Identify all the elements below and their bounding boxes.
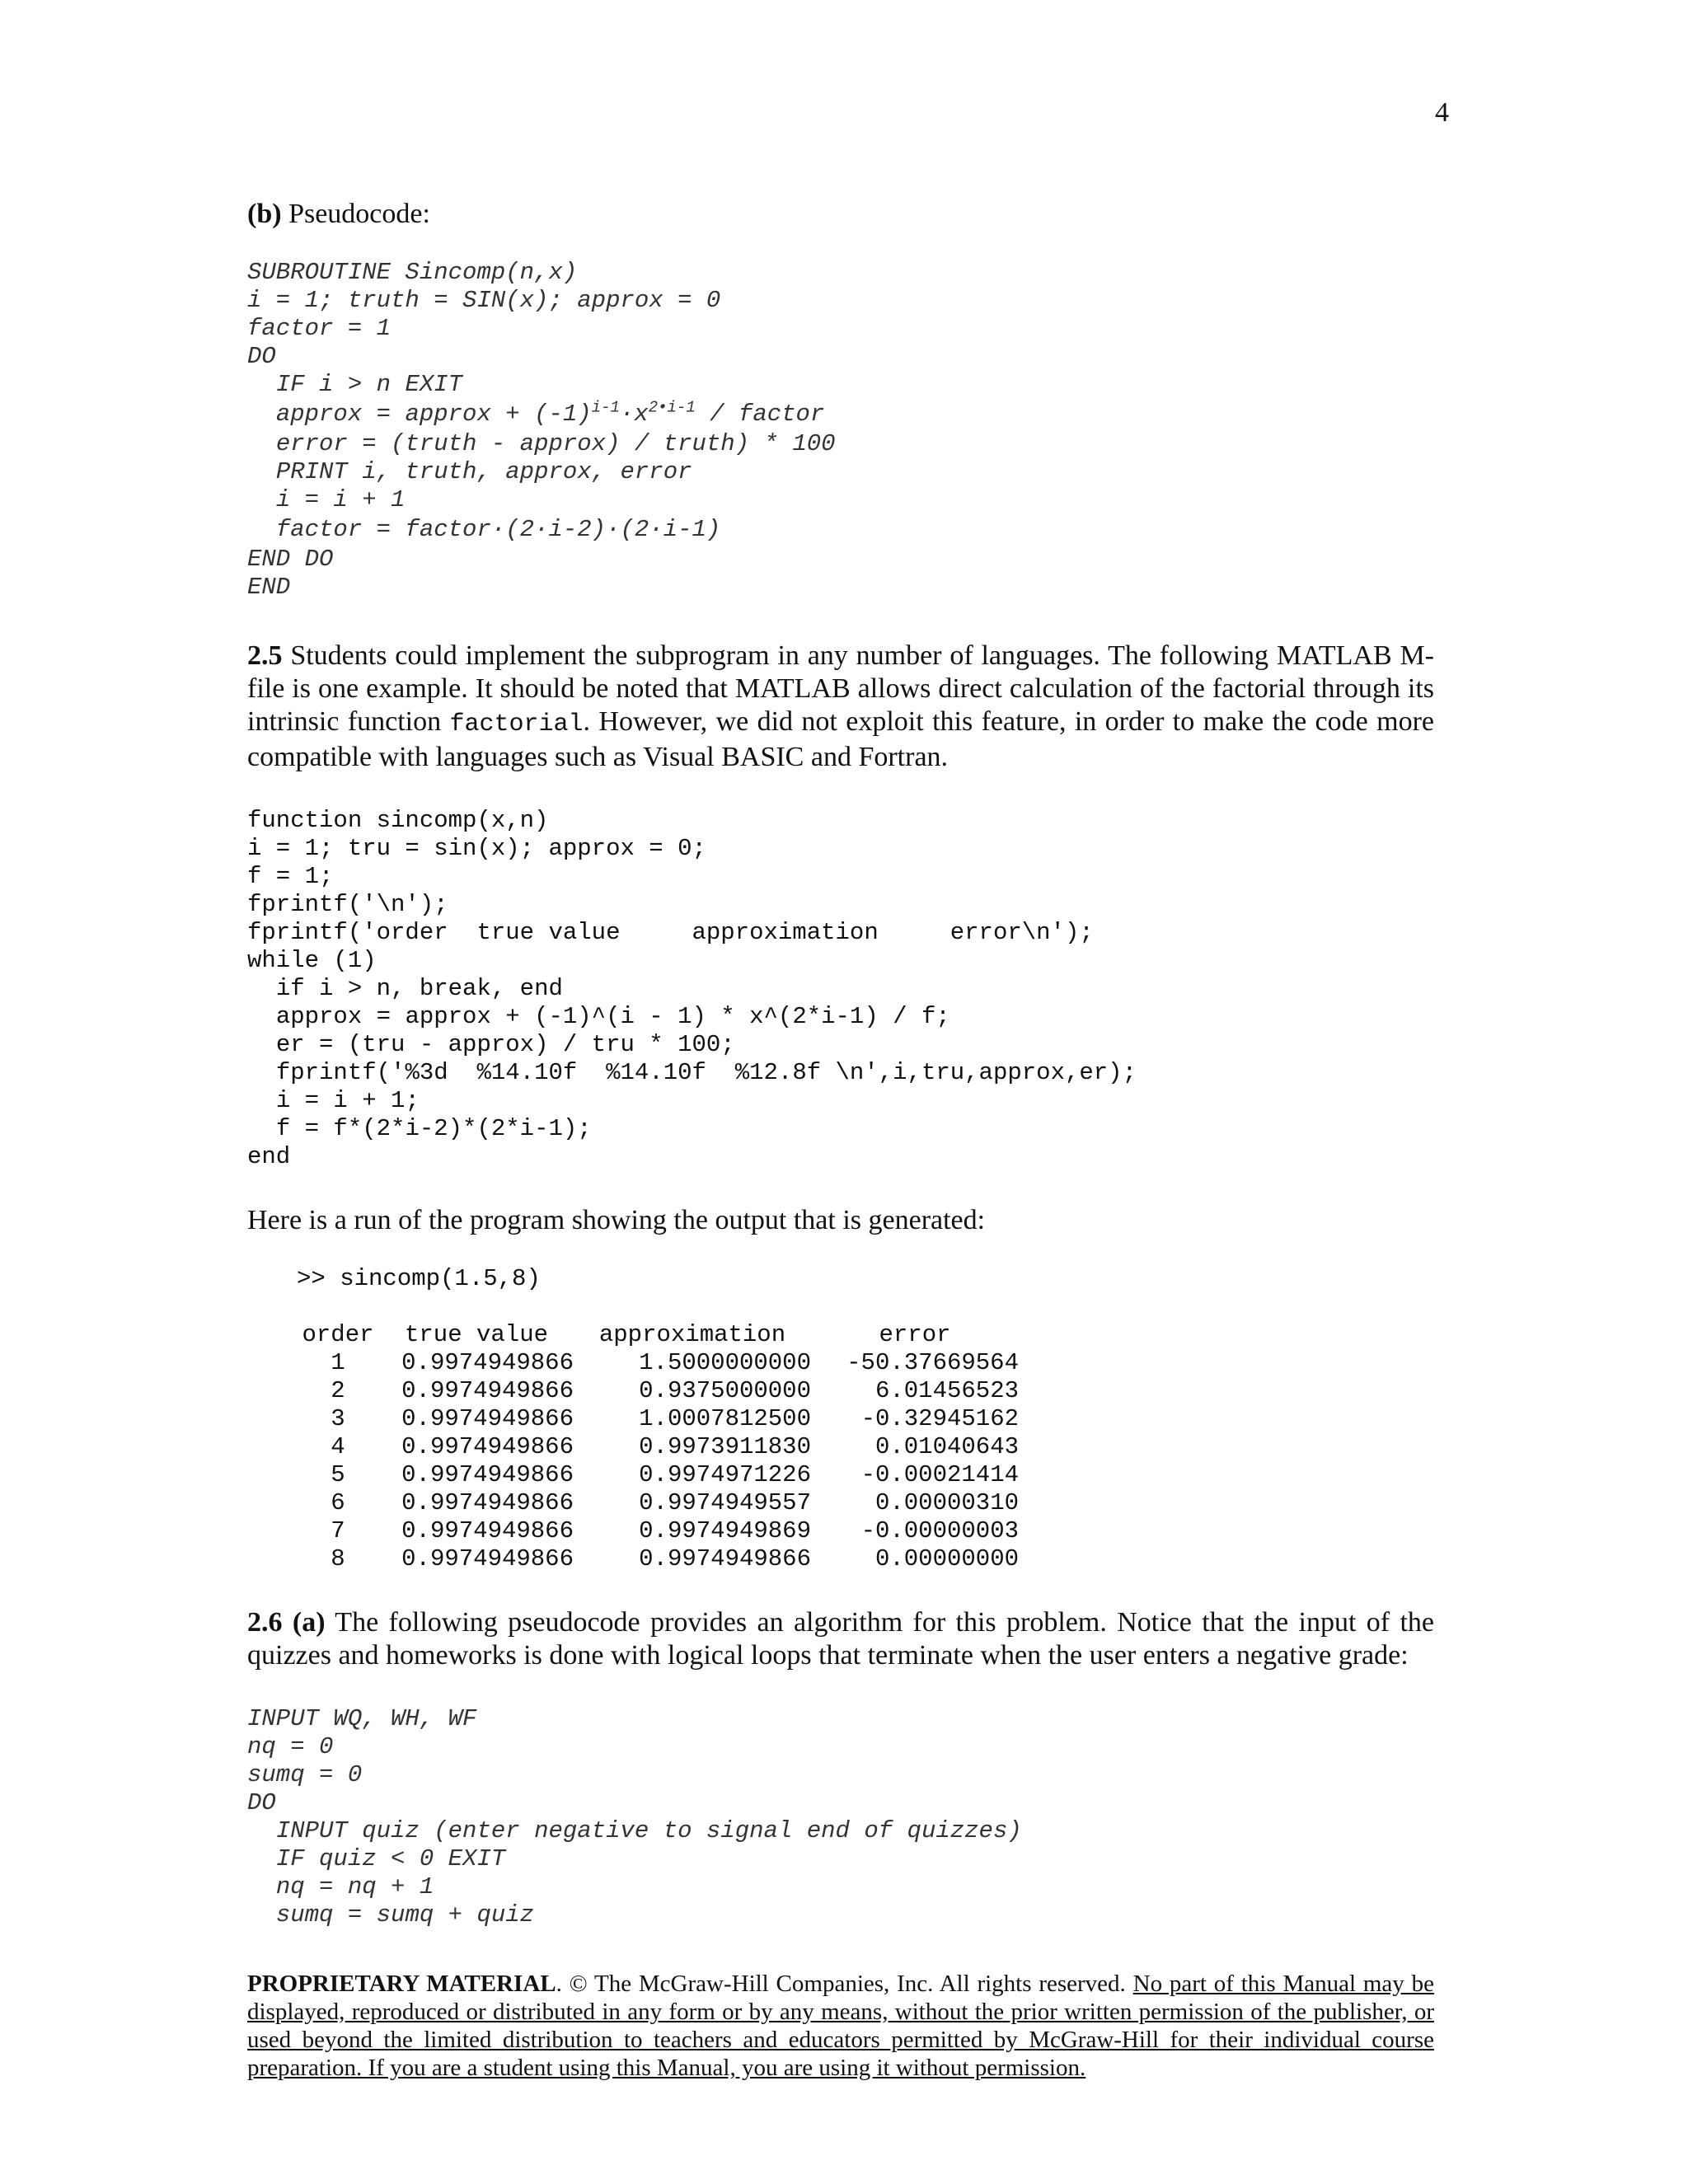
code-line: fprintf('\n');: [247, 891, 448, 918]
code-line: if i > n, break, end: [275, 975, 563, 1002]
pseudocode-sincomp: [247, 259, 1434, 602]
footer-permission-notice: No part of this Manual may be displayed, reproduced or distributed in any form or by any means, without the prior written permission of the publisher, or used beyond the limited distribution to teachers and educators permitted by McGraw-Hill for their individual course preparation. If you are a student using this Manual, you are using it without permission.: [247, 1971, 1434, 2081]
header-order: order: [302, 1321, 374, 1348]
code-line: PRINT i, truth, approx, error: [275, 458, 692, 485]
table-row: 7 0.9974949866 0.9974949869 -0.00000003: [331, 1517, 1019, 1544]
section-2-5-paragraph: 2.5 Students could implement the subprogram in any number of languages. The following MATLAB M-file is one example. It should be noted that MATLAB allows direct calculation of the factorial through its intrinsic function factorial. However, we did not exploit this feature, in order to make the code more compatible with languages such as Visual BASIC and Fortran.: [247, 640, 1434, 772]
inline-code-factorial: factorial: [449, 710, 584, 738]
code-line: end: [247, 1143, 291, 1170]
section-number: 2.5: [247, 640, 283, 671]
pseudocode-grades: [247, 1705, 1434, 1929]
code-line: END DO: [247, 546, 334, 573]
table-row: 3 0.9974949866 1.0007812500 -0.32945162: [331, 1405, 1019, 1432]
table-row: 8 0.9974949866 0.9974949866 0.00000000: [331, 1545, 1019, 1572]
code-line: i = 1; tru = sin(x); approx = 0;: [247, 835, 706, 862]
code-line: error = (truth - approx) / truth) * 100: [275, 430, 836, 457]
output-table: [297, 1321, 1019, 1573]
code-line: DO: [247, 343, 276, 370]
matlab-code-sincomp: [247, 807, 1434, 1171]
code-line: nq = nq + 1: [275, 1873, 434, 1900]
code-line: er = (tru - approx) / tru * 100;: [275, 1031, 735, 1058]
table-row: 5 0.9974949866 0.9974971226 -0.00021414: [331, 1461, 1019, 1488]
code-line: fprintf('%3d %14.10f %14.10f %12.8f \n',i,tru,approx,er);: [275, 1059, 1137, 1086]
code-line: fprintf('order true value approximation error\n');: [247, 919, 1094, 946]
code-line: approx = approx + $(-1)^{i-1}\cdot x^{2•i-1}$ / factor: [275, 398, 825, 428]
table-header-row: [297, 1321, 1019, 1349]
code-line: function sincomp(x,n): [247, 807, 549, 834]
code-line: END: [247, 574, 291, 601]
table-row: 4 0.9974949866 0.9973911830 0.01040643: [331, 1433, 1019, 1460]
code-line: nq = 0: [247, 1733, 334, 1760]
code-line: IF i > n EXIT: [275, 371, 463, 398]
section-part: (a): [292, 1607, 326, 1638]
code-line: while (1): [247, 947, 377, 974]
code-line: factor = factor·(2·i-2)·(2·i-1): [275, 516, 721, 543]
footer-copyright: . © The McGraw-Hill Companies, Inc. All rights reserved.: [556, 1971, 1133, 1997]
part-b-title: Pseudocode:: [288, 199, 430, 229]
footer-proprietary: PROPRIETARY MATERIAL: [247, 1971, 556, 1997]
code-line: factor = 1: [247, 315, 392, 342]
matlab-command: >> sincomp(1.5,8): [297, 1265, 541, 1292]
section-number: 2.6: [247, 1607, 283, 1638]
page-content: [247, 198, 1434, 1929]
code-line: SUBROUTINE Sincomp(n,x): [247, 259, 578, 286]
code-line: approx = approx + (-1)^(i - 1) * x^(2*i-1) / f;: [275, 1003, 950, 1030]
header-approximation: approximation: [598, 1321, 786, 1348]
part-b-heading: [247, 198, 1434, 231]
table-row: 2 0.9974949866 0.9375000000 6.01456523: [331, 1377, 1019, 1404]
table-row: 6 0.9974949866 0.9974949557 0.00000310: [331, 1489, 1019, 1516]
run-intro: Here is a run of the program showing the output that is generated:: [247, 1205, 986, 1235]
code-line: f = 1;: [247, 863, 334, 890]
code-line: i = i + 1;: [275, 1087, 420, 1114]
code-line: sumq = sumq + quiz: [275, 1901, 535, 1929]
code-line: i = i + 1: [275, 486, 406, 513]
part-b-label: (b): [247, 199, 282, 229]
page-number: 4: [1435, 97, 1449, 128]
code-line: i = 1; truth = SIN(x); approx = 0: [247, 287, 721, 314]
copyright-footer: [247, 1970, 1434, 2082]
code-line: IF quiz < 0 EXIT: [275, 1845, 506, 1872]
section-2-6-paragraph: 2.6 (a) The following pseudocode provides an algorithm for this problem. Notice that the input of the quizzes and homeworks is done with logical loops that terminate when the user enters a negative grade:: [247, 1607, 1435, 1671]
header-true-value: true value: [404, 1321, 549, 1348]
code-line: DO: [247, 1789, 276, 1816]
code-line: sumq = 0: [247, 1761, 363, 1788]
code-line: f = f*(2*i-2)*(2*i-1);: [275, 1115, 592, 1142]
code-line: INPUT WQ, WH, WF: [247, 1705, 477, 1732]
header-error: error: [879, 1321, 951, 1348]
table-row: 1 0.9974949866 1.5000000000 -50.37669564: [331, 1349, 1019, 1376]
code-line: INPUT quiz (enter negative to signal end of quizzes): [275, 1817, 1022, 1844]
